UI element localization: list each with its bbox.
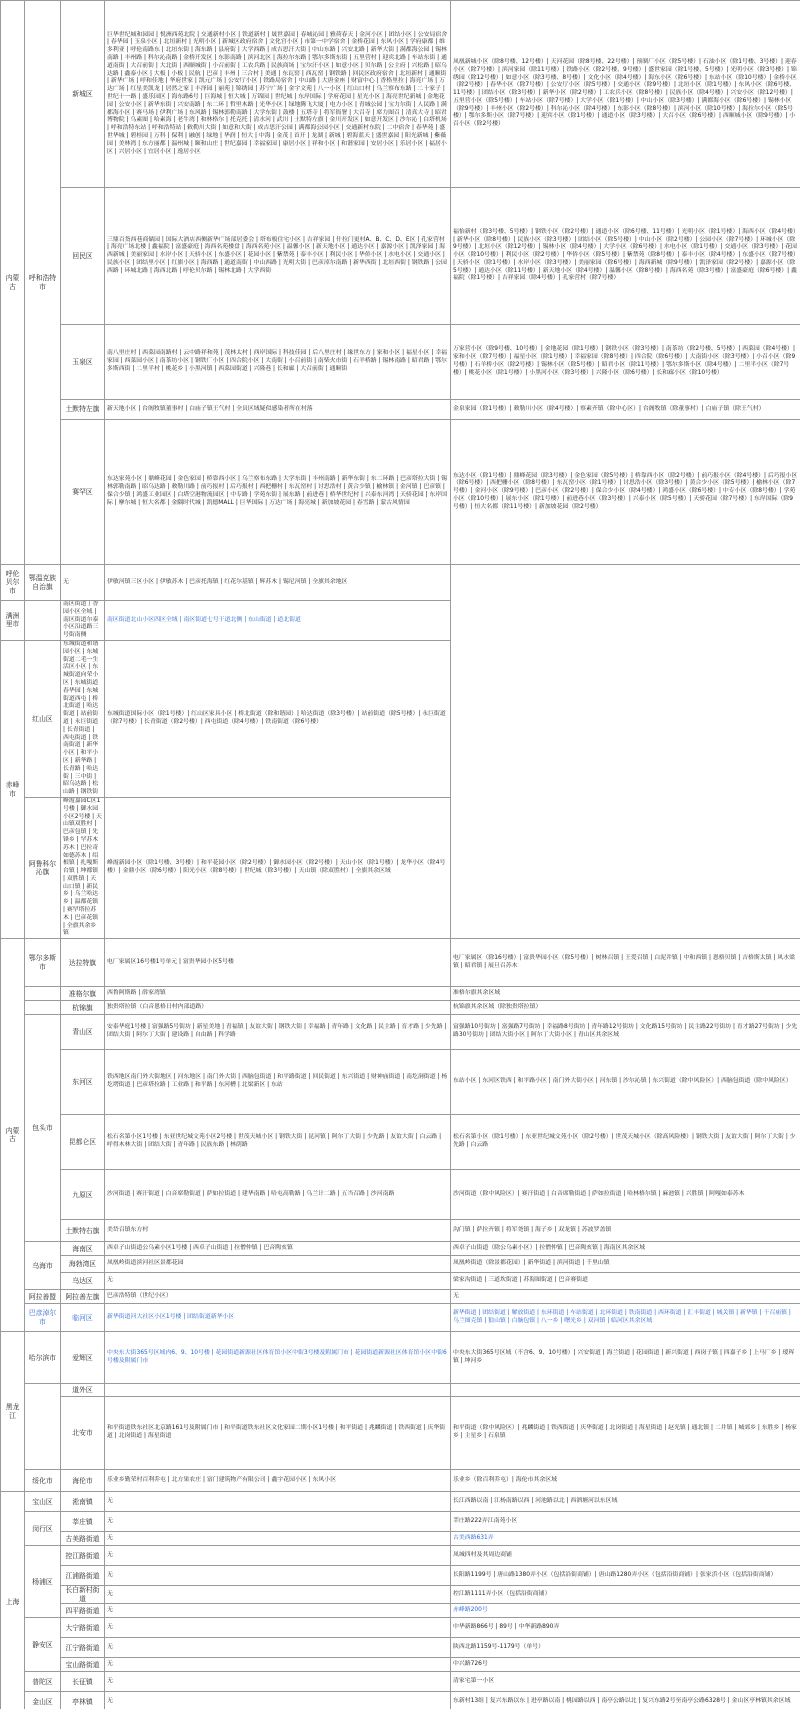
city-cell: 宝山区 — [25, 1492, 61, 1512]
medium-risk-cell: 无 — [105, 1692, 451, 1709]
district-cell: 控江路街道 — [61, 1546, 105, 1566]
low-risk-cell: 西卓子山街道（除公乌素小区）| 拉僧仲镇 | 巴音陶亥镇 | 海南区其余区域 — [451, 1242, 800, 1256]
low-risk-cell: 伊敏河镇三区小区 | 伊敏苏木 | 巴彦托海镇 | 红花尔基镇 | 辉苏木 | 锡尼河镇 | 全旗其余地区 — [105, 565, 451, 601]
table-row — [1, 1170, 800, 1220]
district-cell: 玉泉区 — [61, 325, 105, 400]
low-risk-cell: 乐业乡（除百利乔屯）| 海伦市其余区域 — [451, 1470, 800, 1492]
medium-risk-cell: 无 — [105, 1273, 451, 1290]
low-risk-cell: 富强路10号街坊 | 富强路7号街坊 | 幸福路8号街坊 | 青年路12号街坊 | 文化路15号街坊 | 民主路22号街坊 | 育才路27号街坊 | 少先路30号街坊 | 团结大街小区 | 阿尔丁大街小区 | 青山区其余区域 — [451, 1015, 800, 1050]
low-risk-cell: 南区街道北山小区四区全域 | 南区街道七号干道北侧 | 东山街道 | 道北街道 — [105, 601, 451, 641]
medium-risk-cell: 美岱召镇东方村 — [105, 1220, 451, 1242]
city-cell: 阿拉善盟 — [25, 1290, 61, 1304]
table-row — [1, 601, 800, 641]
city-cell: 呼和浩特市 — [25, 1, 61, 565]
table-row — [1, 1242, 800, 1256]
low-risk-cell: 无 — [451, 1290, 800, 1304]
medium-risk-cell: 无 — [105, 1586, 451, 1604]
district-cell: 亭林镇 — [61, 1692, 105, 1709]
medium-risk-cell: 无 — [105, 1618, 451, 1638]
district-cell: 乌达区 — [61, 1273, 105, 1290]
low-risk-cell: 万家营小区（除9号楼、10号楼）| 金地花园（除1号楼）| 钢铁小区（除3号楼）| 南茶坊（除2号楼、5号楼）| 西菜园（除4号楼）| 家和小区（除7号楼）| 福星小区（除1号楼）| 幸福家园（除8号楼）| 四合院（除6号楼）| 大南街小区（除3号楼）| 小召小区（除9号楼）| 石羊桥小区（除2号楼）| 锡林小区（除5号楼）| 昭君小区（除11号楼）| 鄂尔多斯小区（除4号楼）| 二里半小区（除7号楼）| 桃花小区（除1号楼）| 小黑河小区（除3号楼）| 兴隆小区（除6号楼）| 长和廊小区（除10号楼） — [451, 325, 800, 400]
city-cell — [25, 1001, 61, 1015]
district-cell: 淞南镇 — [61, 1492, 105, 1512]
low-risk-cell — [451, 1384, 800, 1397]
low-risk-cell: 中央东大街365号区域（不含6、9、10号楼）| 兴安街道 | 海兰街道 | 花园街道 | 新兴街道 | 西岗子镇 | 四嘉子乡 | 上马厂乡 | 瑷珲镇 | 坤河乡 — [451, 1332, 800, 1384]
table-row — [1, 1638, 800, 1658]
low-risk-cell: 峰霞新园小区（除1号楼、3号楼）| 和平花园小区（除2号楼）| 御水园小区（除2号楼）| 天山小区（除1号楼）| 龙华小区（除4号楼）| 金鼎小区（除6号楼）| 阳光小区（除8号楼）| 世纪城（除3号楼）| 天山镇（除双胜村）| 全旗其余区域 — [105, 797, 451, 938]
city-cell: 赤峰市 — [1, 640, 25, 938]
district-cell: 道外区 — [61, 1384, 105, 1397]
medium-risk-cell: 铁西地区南门外大街地区 | 河东地区 | 南门外大街 | 西脑包街道 | 和平路街道 | 回民街道 | 东兴街道 | 财神庙街道 | 南圪洞街道 | 杨圪塄街道 | 巴彦塔拉路 | 工业路 | 和平路 | 东河槽 | 北梁新区 | 东站 — [105, 1050, 451, 1115]
medium-risk-cell: 和平街道铁东社区北京路161号及附属门市 | 和平街道铁东社区文化家园二期小区1号楼 | 和平街道 | 兆麟街道 | 铁西街道 | 庆华街道 | 北岗街道 | 海星街道 — [105, 1397, 451, 1470]
table-row — [1, 1304, 800, 1332]
city-cell: 鄂尔多斯市 — [25, 939, 61, 987]
city-cell — [25, 987, 61, 1001]
medium-risk-cell: 独贵塔拉镇（白音恩格日村内部道路） — [105, 1001, 451, 1015]
table-row — [1, 1397, 800, 1470]
medium-risk-cell: 凤凰岭街道滨河社区景都花园 — [105, 1256, 451, 1273]
table-row — [1, 1586, 800, 1604]
medium-risk-cell: 南区街道丁香园小区全域 | 南区街道尔泰小区沿道路三号街南侧 — [61, 601, 105, 641]
district-cell: 宝山路街道 — [61, 1658, 105, 1672]
table-row — [1, 1273, 800, 1290]
table-row — [1, 1332, 800, 1384]
table-row — [1, 420, 800, 565]
table-row — [1, 1050, 800, 1115]
table-row — [1, 1512, 800, 1532]
district-cell: 红山区 — [25, 640, 61, 797]
district-cell: 海勃湾区 — [61, 1256, 105, 1273]
table-row — [1, 1015, 800, 1050]
district-cell: 海南区 — [61, 1242, 105, 1256]
medium-risk-cell: 无 — [105, 1492, 451, 1512]
district-cell: 昆都仑区 — [61, 1115, 105, 1170]
low-risk-cell: 陕西北路1159号-1179号（单号） — [451, 1638, 800, 1658]
city-cell: 乌海市 — [25, 1242, 61, 1290]
low-risk-cell: 沙河街道（除中风险区）| 赛汗街道 | 白音席勒街道 | 萨如拉街道 | 哈林格尔镇 | 麻池镇 | 兴胜镇 | 阿嘎如泰苏木 — [451, 1170, 800, 1220]
district-cell: 杭锦旗 — [61, 1001, 105, 1015]
low-risk-cell: 电厂家属区（除16号楼）| 富贵华园小区（除5号楼）| 树林召镇 | 王爱召镇 | 白泥井镇 | 中和西镇 | 恩格贝镇 | 吉格斯太镇 | 风水梁镇 | 昭君镇 | 展旦召苏木 — [451, 939, 800, 987]
district-cell: 东河区 — [61, 1050, 105, 1115]
district-cell: 四平路街道 — [61, 1604, 105, 1618]
medium-risk-cell: 三鼎百货西巷商储园 | 国际大酒店西侧新华广场部居委会 | 塔布板住宅小区 | 吉祥家园 | 什拉门更村A、B、C、D、E区 | 孔家营村 | 海亮广场北楼 | 鑫福院 | 富盛豪庭 | 海西名苑楼盘 | 海西名苑小区 | 温馨小区 | 新天地小区 | 通达小区 | 嘉源小区 | 凯泽家园 | 海西新城 | 美丽家园 | 水岸小区 | 天骄小区 | 东盛小区 | 花园小区 | 紫禁苑 | 泰丰小区 | 利民小区 | 华侨小区 | 水电小区 | 交通小区 | 民族小区 | 团结里小区 | 红旗小区 | 海西路 | 通道南街 | 中山西路 | 光明大街 | 巴彦淖尔南路 | 新华西街 | 北垣西街 | 钢铁路 | 公园西路 | 环城北路 | 海西北路 | 呼伦贝尔路 | 锡林北路 | 大学西街 — [105, 188, 451, 325]
table-row — [1, 1290, 800, 1304]
table-row — [1, 1470, 800, 1492]
table-row — [1, 1115, 800, 1170]
medium-risk-cell: 无 — [105, 1658, 451, 1672]
medium-risk-cell: 电厂家属区16号楼1号单元 | 富贵华园小区5号楼 — [105, 939, 451, 987]
medium-risk-cell: 无 — [105, 1566, 451, 1586]
district-cell: 大宁路街道 — [61, 1618, 105, 1638]
low-risk-cell: 杭锦旗其余区域（除独贵塔拉镇） — [451, 1001, 800, 1015]
low-risk-cell: 福怡新村（除3号楼、5号楼）| 钢铁小区（除2号楼）| 通道小区（除6号楼、11号楼）| 光明小区（除1号楼）| 海西小区（除4号楼）| 新华小区（除8号楼）| 民族小区（除3号楼）| 团结小区（除5号楼）| 中山小区（除2号楼）| 公园小区（除7号楼）| 环城小区（除9号楼）| 北垣小区（除12号楼）| 锡林小区（除4号楼）| 大学小区（除6号楼）| 水电小区（除1号楼）| 交通小区（除3号楼）| 花园小区（除10号楼）| 利民小区（除2号楼）| 华侨小区（除5号楼）| 紫禁苑（除8号楼）| 泰丰小区（除4号楼）| 东盛小区（除7号楼）| 天骄小区（除1号楼）| 水岸小区（除3号楼）| 美丽家园（除6号楼）| 海西新城（除9号楼）| 凯泽家园（除2号楼）| 嘉源小区（除5号楼）| 通达小区（除11号楼）| 新天地小区（除4号楼）| 温馨小区（除8号楼）| 海西名苑（除3号楼）| 富盛豪庭（除6号楼）| 鑫福院（除1号楼）| 吉祥家园（除4号楼）| 孔家营村（除7号楼） — [451, 188, 800, 325]
table-row — [1, 1672, 800, 1692]
medium-risk-cell: 南八里庄村 | 西菜园南路村 | 云中路祥和苑 | 茂林太村 | 西岸国际 | 科技佳园 | 后八里庄村 | 缘世东方 | 家和小区 | 福星小区 | 幸福家园 | 西菜园小区 | 南茶坊小区 | 钢铁厂小区 | 四合院小区 | 大南街 | 小召前街 | 南柴火市街 | 石羊桥路 | 锡林南路 | 昭君路 | 鄂尔多斯西街 | 二里半村 | 桃花乡 | 小黑河镇 | 西菜园街道 | 兴隆巷 | 长和廊 | 大召前街 | 通顺街 — [105, 325, 451, 400]
low-risk-cell: 古美西路631弄 — [451, 1532, 800, 1546]
table-row — [1, 1566, 800, 1586]
medium-risk-cell: 无 — [61, 565, 105, 601]
district-cell: 海伦市 — [61, 1470, 105, 1492]
table-row — [1, 1384, 800, 1397]
medium-risk-cell: 中央东大街365号区域内6、9、10号楼 | 花园街道新源社区体育馆小区中街3号楼及附属门市 | 花园街道新源社区体育馆小区中街6号楼及附属门市 — [105, 1332, 451, 1384]
low-risk-cell: 东站小区 | 东河区铁西 | 和平路小区 | 南门外大街小区 | 河东镇 | 沙尔沁镇 | 东兴街道（除中风险区）| 西脑包街道（除中风险区） — [451, 1050, 800, 1115]
district-cell: 新城区 — [61, 1, 105, 188]
medium-risk-cell: 松石名第小区1号楼 | 东亚世纪城文苑小区2号楼 | 世茂天城小区 | 钢铁大街 | 昆河镇 | 阿尔丁大街 | 少先路 | 友谊大街 | 白云路 | 呼得木林大街 | 团结大街 | 青年路 | 民族东路 | 林荫路 — [105, 1115, 451, 1170]
medium-risk-cell: 无 — [105, 1604, 451, 1618]
medium-risk-cell: 巴彦浩特镇（世纪小区） — [105, 1290, 451, 1304]
low-risk-cell: 金泉家园（除1号楼）| 敕勒川小区（除4号楼）| 察素齐镇（除中心区）| 台阁牧镇（除董事村）| 白庙子镇（除王气村） — [451, 400, 800, 420]
low-risk-cell: 赤峰路200号 — [451, 1604, 800, 1618]
province-cell: 黑龙江 — [1, 1332, 25, 1492]
medium-risk-cell: 峰霞嘉园C区1号楼 | 御水园小区2号楼 | 天山镇双胜村 | 巴彦包镇 | 先锋乡 | 罕苏木苏木 | 巴拉奇如德苏木 | 绍根镇 | 扎嘎斯台镇 | 坤都镇 | 双胜镇 | 天山口镇 | 新民乡 | 乌兰哈达乡 | 温都花镇 | 赛罕塔拉苏木 | 巴彦花镇 | 全旗其余乡镇 — [61, 797, 105, 938]
medium-risk-cell: 无 — [105, 1512, 451, 1532]
district-cell: 鄂温克族自治旗 — [25, 565, 61, 601]
medium-risk-cell: 无 — [105, 1532, 451, 1546]
table-row — [1, 1256, 800, 1273]
city-cell: 绥化市 — [25, 1470, 61, 1492]
table-row — [1, 565, 800, 601]
table-row — [1, 1532, 800, 1546]
low-risk-cell: 长江西路以南 | 江杨南路以西 | 河池路以北 | 西泗塘河以东区域 — [451, 1492, 800, 1512]
low-risk-cell: 长阳路1199号 | 唐山路1380弄小区（包括沿街商铺）| 唐山路1280弄小区（包括沿街商铺）| 张家浜小区（包括沿街商铺） — [451, 1566, 800, 1586]
district-cell: 长白新村街道 — [61, 1586, 105, 1604]
medium-risk-cell: 安泰华庭1号楼 | 富强路5号街坊 | 新星美地 | 青福镇 | 友谊大街 | 钢铁大街 | 幸福路 | 青年路 | 文化路 | 民主路 | 育才路 | 少先路 | 团结大街 | 阿尔丁大街 | 建设路 | 自由路 | 科学路 — [105, 1015, 451, 1050]
table-row — [1, 1220, 800, 1242]
district-cell: 阿拉善左旗 — [61, 1290, 105, 1304]
low-risk-cell: 和平街道（除中风险区）| 兆麟街道 | 铁西街道 | 庆华街道 | 北岗街道 | 海星街道 | 赵光镇 | 通北镇 | 二井镇 | 城郊乡 | 东胜乡 | 杨家乡 | 主星乡 | 石泉镇 — [451, 1397, 800, 1470]
table-row — [1, 797, 800, 938]
table-row — [1, 1546, 800, 1566]
table-row — [1, 1604, 800, 1618]
city-cell: 巴彦淖尔市 — [25, 1304, 61, 1332]
medium-risk-cell: 新华街道河大社区小区1号楼 | 团结街道新华小区 — [105, 1304, 451, 1332]
province-cell: 上海 — [1, 1492, 25, 1709]
table-row — [1, 1001, 800, 1015]
low-risk-cell: 中兴路726号 — [451, 1658, 800, 1672]
low-risk-cell: 梁家沟街道 | 三道坎街道 | 苏海图街道 | 巴音赛街道 — [451, 1273, 800, 1290]
city-cell: 静安区 — [25, 1618, 61, 1672]
risk-area-table-body — [1, 1, 800, 1709]
medium-risk-cell: 乐业乡勤荣村百利乔屯 | 北方果农庄 | 富门建筑物产有限公司 | 鑫宇花园小区 | 东风小区 — [105, 1470, 451, 1492]
medium-risk-cell: 西鲁阿斯路 | 薛家湾镇 — [105, 987, 451, 1001]
table-row — [1, 1, 800, 188]
table-row — [1, 1492, 800, 1512]
low-risk-cell: 东达小区（除1号楼）| 鼎峰花园（除3号楼）| 金色家园（除5号楼）| 桥靠西小区（除2号楼）| 前巧报小区（除4号楼）| 后巧报小区（除6号楼）| 西把栅小区（除8号楼）| 东瓦窑小区（除1号楼）| 讨思浩小区（除3号楼）| 黄合少小区（除5号楼）| 榆林小区（除7号楼）| 金河小区（除9号楼）| 巴彦小区（除2号楼）| 保合少小区（除4号楼）| 鸿盛小区（除6号楼）| 中专小区（除8号楼）| 学苑小区（除10号楼）| 展东小区（除1号楼）| 前进巷小区（除3号楼）| 兴泰小区（除5号楼）| 天骄花园（除7号楼）| 东岸国际（除9号楼）| 恒大名都（除11号楼）| 新加坡花园（除2号楼） — [451, 420, 800, 565]
table-row — [1, 188, 800, 325]
district-cell: 爱辉区 — [61, 1332, 105, 1384]
district-cell: 赛罕区 — [61, 420, 105, 565]
low-risk-cell: 准格尔旗其余区域 — [451, 987, 800, 1001]
low-risk-cell: 凤凰新城小区（除8号楼、12号楼）| 天河花园（除8号楼、22号楼）| 预制厂小区（除5号楼）| 石油小区（除1号楼、3号楼）| 迎春小区（除7号楼）| 滨河家园（除11号楼）| 铁路小区（除2号楼、9号楼）| 盛世家园（除1号楼、5号楼）| 光明小区（除3号楼）| 锦绣园（除12号楼）| 如意小区（除3号楼、8号楼）| 文化小区（除4号楼）| 海东小区（除6号楼）| 东站小区（除10号楼）| 金桥小区（除2号楼）| 春华小区（除7号楼）| 公安厅小区（除5号楼）| 交通小区（除9号楼）| 北垣小区（除1号楼）| 东风小区（除6号楼、11号楼）| 团结小区（除3号楼）| 新华小区（除2号楼）| 工农兵小区（除8号楼）| 民族小区（除4号楼）| 兴安小区（除12号楼）| 五里营小区（除5号楼）| 车站小区（除7号楼）| 大学小区（除1号楼）| 中山小区（除3号楼）| 满都海小区（除6号楼）| 锡林小区（除9号楼）| 丰州小区（除2号楼）| 科尔沁小区（除4号楼）| 东影小区（除8号楼）| 滨河小区（除10号楼）| 海拉尔小区（除5号楼）| 鄂尔多斯小区（除7号楼）| 迎宾小区（除1号楼）| 通道小区（除3号楼）| 大召小区（除6号楼）| 西顺城小区（除9号楼）| 小召小区（除2号楼） — [451, 1, 800, 188]
medium-risk-cell: 东城街道和谐园小区 | 东城街道二毛一生活区小区 | 东城街道向荣小区 | 东城街道春华园 | 东城街道西屯 | 桥北街道 | 哈达街道 | 站前街道 | 永巨街道 | 长青街道 | 西屯街道 | 铁南街道 | 新华小区 | 和平小区 | 新华路 | 长青路 | 哈达街 | 三中街 | 昭乌达路 | 松山路 | 钢铁街 — [61, 640, 105, 797]
medium-risk-cell: 东达家苑小区 | 鼎峰花园 | 金色家园 | 桥靠西小区 | 乌兰察布东路 | 大学东街 | 丰州南路 | 新华东街 | 东二环路 | 巴彦塔拉大街 | 锡林郭勒南路 | 昭乌达路 | 敕勒川路 | 前巧报村 | 后巧报村 | 西把栅村 | 东瓦窑村 | 讨思浩村 | 黄合少镇 | 榆林镇 | 金河镇 | 巴彦镇 | 保合少镇 | 鸿盛工业园区 | 白塔空港物流园区 | 中专路 | 学苑东街 | 展东路 | 前进巷 | 桥华世纪村 | 兴泰东河湾 | 天骄花园 | 东岸国际 | 摩尔城 | 恒大名都 | 金隅时代城 | 凯德MALL | 巨华国际 | 万达广场 | 海亮城 | 新加坡花园 | 春雪路 | 蒙古风情园 — [105, 420, 451, 565]
district-cell: 北安市 — [61, 1397, 105, 1470]
medium-risk-cell: 无 — [105, 1546, 451, 1566]
district-cell: 莘庄镇 — [61, 1512, 105, 1532]
table-row — [1, 1658, 800, 1672]
city-cell: 闵行区 — [25, 1512, 61, 1546]
table-row — [1, 1618, 800, 1638]
district-cell: 达拉特旗 — [61, 939, 105, 987]
table-row — [1, 1692, 800, 1709]
medium-risk-cell: 无 — [105, 1672, 451, 1692]
low-risk-cell: 东新村13组 | 复兴东路以东 | 进亭路以南 | 桃园路以西 | 南亭公路以北 | 复兴东路2号至南亭公路6328号 | 金山区亭林镇其余区域 — [451, 1692, 800, 1709]
low-risk-cell: 中华新路866号 | 89号 | 中华新路890弄 — [451, 1618, 800, 1638]
city-cell: 满洲里市 — [1, 601, 25, 641]
low-risk-cell: 清家宅第一小区 — [451, 1672, 800, 1692]
district-cell: 回民区 — [61, 188, 105, 325]
low-risk-cell: 沟门镇 | 萨拉齐镇 | 将军尧镇 | 海子乡 | 双龙镇 | 苏波罗盖镇 — [451, 1220, 800, 1242]
low-risk-cell: 控江路1111弄小区（包括沿街商铺） — [451, 1586, 800, 1604]
low-risk-cell: 东城街道国际小区（除1号楼）| 红山区家具小区 | 桥北街道（除和谐园）| 哈达街道（除3号楼）| 站前街道（除5号楼）| 永巨街道（除7号楼）| 长青街道（除2号楼）| 西屯街道（除4号楼）| 铁南街道（除6号楼） — [105, 640, 451, 797]
district-cell: 土默特右旗 — [61, 1220, 105, 1242]
district-cell: 九原区 — [61, 1170, 105, 1220]
city-cell: 呼伦贝尔市 — [1, 565, 25, 601]
district-cell: 土默特左旗 — [61, 400, 105, 420]
medium-risk-cell: 西卓子山街道公乌素小区1号楼 | 西卓子山街道 | 拉僧仲镇 | 巴音陶亥镇 — [105, 1242, 451, 1256]
district-cell: 准格尔旗 — [61, 987, 105, 1001]
table-row — [1, 400, 800, 420]
table-row — [1, 640, 800, 797]
city-cell: 哈尔滨市 — [25, 1332, 61, 1384]
medium-risk-cell — [105, 1384, 451, 1397]
table-row — [1, 987, 800, 1001]
low-risk-cell: 莘庄路222弄江南苑小区 — [451, 1512, 800, 1532]
district-cell: 古美路街道 — [61, 1532, 105, 1546]
province-cell: 内蒙古 — [1, 1, 25, 565]
table-row — [1, 325, 800, 400]
city-cell — [25, 1384, 61, 1470]
medium-risk-cell: 新天地小区 | 台阁牧镇董事村 | 白庙子镇王气村 | 全员区域疑似感染者所在村落 — [105, 400, 451, 420]
city-cell: 金山区 — [25, 1692, 61, 1709]
district-cell: 江宁路街道 — [61, 1638, 105, 1658]
city-cell: 杨浦区 — [25, 1546, 61, 1618]
medium-risk-cell: 无 — [105, 1638, 451, 1658]
low-risk-cell: 凤凰岭街道（除景都花园）| 新华街道 | 滨河街道 | 千里山镇 — [451, 1256, 800, 1273]
district-cell: 江浦路街道 — [61, 1566, 105, 1586]
city-cell: 普陀区 — [25, 1672, 61, 1692]
district-cell: 临河区 — [61, 1304, 105, 1332]
district-cell: 青山区 — [61, 1015, 105, 1050]
medium-risk-cell: 沙河街道 | 赛汗街道 | 白音席勒街道 | 萨如拉街道 | 建华南路 | 哈屯高勒路 | 乌兰计二路 | 五当召路 | 沙河南路 — [105, 1170, 451, 1220]
medium-risk-cell: 巨华世纪城和园园 | 悦洲西苑北院 | 交通新村小区 | 铁道新村 | 晟世嘉园 | 春城沁园 | 雅荷春天 | 金河小区 | 团结小区 | 公安局宿舍 | 春华园 | 玉泉小区 | 北垣新村 | 光明小区 | 新城区政府宿舍 | 文化宫小区 | 市第一中学宿舍 | 金桥花园 | 东风小区 | 学府康都 | 维多利亚 | 呼伦南路东 | 北垣东街 | 海东路 | 县府街 | 大学西路 | 成吉思汗大街 | 中山东路 | 兴安北路 | 新华大街 | 满都海公园 | 锡林南路 | 丰州路 | 科尔沁南路 | 金桥开发区 | 东影南路 | 滨河北区 | 海拉尔东路 | 鄂尔多斯东街 | 五里营村 | 迎宾北路 | 车站东街 | 通道南街 | 大召前街 | 大北街 | 西顺城街 | 小召前街 | 工农兵路 | 民族商场 | 宝尔汗小区 | 如意小区 | 贝尔路 | 公主府 | 兴松路 | 昭乌达路 | 鑫泰小区 | 大板 | 小板 | 民航 | 巴彦 | 丰州 | 三合村 | 美通 | 东瓦窑 | 西瓦窑 | 钢铁路 | 回民区政府宿舍 | 北垣新村 | 通顺街 | 新华广场 | 呼和佳地 | 华府世家 | 凯元广场 | 公安厅小区 | 铁路局宿舍 | 中山路 | 大唐金座 | 财富中心 | 香格里拉 | 海亮广场 | 万达广场 | 红星美凯龙 | 居然之家 | 丰泽园 | 丽苑 | 锦绣园 | 苏宁广场 | 金宇文苑 | 八一小区 | 红山口村 | 乌兰察布东路 | 二十家子 | 世纪十一路 | 盛乐园区 | 海东路6号 | 巨海城 | 恒大城 | 万锦园 | 世纪城 | 东岸国际 | 学府花园 | 星光小区 | 海亮世纪新城 | 金地花园 | 公安小区 | 新华东街 | 兴安南路 | 东二环 | 哲里木路 | 光华小区 | 绿地腾飞大厦 | 电力小区 | 青城公园 | 宝力尔街 | 人民路 | 满都海小区 | 赛马场 | 伊利广场 | 东风路 | 锡林郭勒南路 | 大学东街 | 鼓楼 | 五塔寺 | 将军衙署 | 大召寺 | 席力图召 | 清真大寺 | 昭君博物院 | 乌素图 | 哈素海 | 老牛湾 | 和林格尔 | 托克托 | 清水河 | 武川 | 土默特左旗 | 金川开发区 | 如意开发区 | 沙尔沁 | 白塔机场 | 呼和浩特东站 | 呼和浩特站 | 敕勒川大街 | 如意和大街 | 成吉思汗公园 | 满都海公园小区 | 交通新村东院 | 二中宿舍 | 春华苑 | 盛世华城 | 碧桂园 | 万科 | 保利 | 融创 | 绿地 | 华润 | 恒大 | 中海 | 金茂 | 首开 | 龙湖 | 新城 | 碧海蓝天 | 盛世嘉园 | 阳光新城 | 紫薇园 | 美林湾 | 东方丽都 | 温州城 | 颐和山庄 | 世纪嘉园 | 幸福家园 | 康居小区 | 祥和小区 | 和谐家园 | 安居小区 | 乐居小区 | 福居小区 | 兴居小区 | 宜居小区 | 逸居小区 — [105, 1, 451, 188]
province-cell: 内蒙古 — [1, 939, 25, 1332]
city-cell: 包头市 — [25, 1015, 61, 1242]
district-cell: 长征镇 — [61, 1672, 105, 1692]
table-row — [1, 939, 800, 987]
district-cell: 阿鲁科尔沁旗 — [25, 797, 61, 938]
low-risk-cell: 新华街道 | 团结街道 | 解放街道 | 东环街道 | 车站街道 | 北环街道 | 铁南街道 | 西环街道 | 汇丰街道 | 城关镇 | 新华镇 | 干召庙镇 | 乌兰图克镇 | 狼山镇 | 白脑包镇 | 八一乡 | 曙光乡 | 双河镇 | 临河区其余区域 — [451, 1304, 800, 1332]
low-risk-cell: 松石名第小区（除1号楼）| 东亚世纪城文苑小区（除2号楼）| 世茂天城小区（除高风险楼）| 钢铁大街 | 友谊大街 | 阿尔丁大街 | 少先路 | 白云路 — [451, 1115, 800, 1170]
low-risk-cell: 凤城四村及其周边商铺 — [451, 1546, 800, 1566]
district-cell — [25, 601, 61, 641]
